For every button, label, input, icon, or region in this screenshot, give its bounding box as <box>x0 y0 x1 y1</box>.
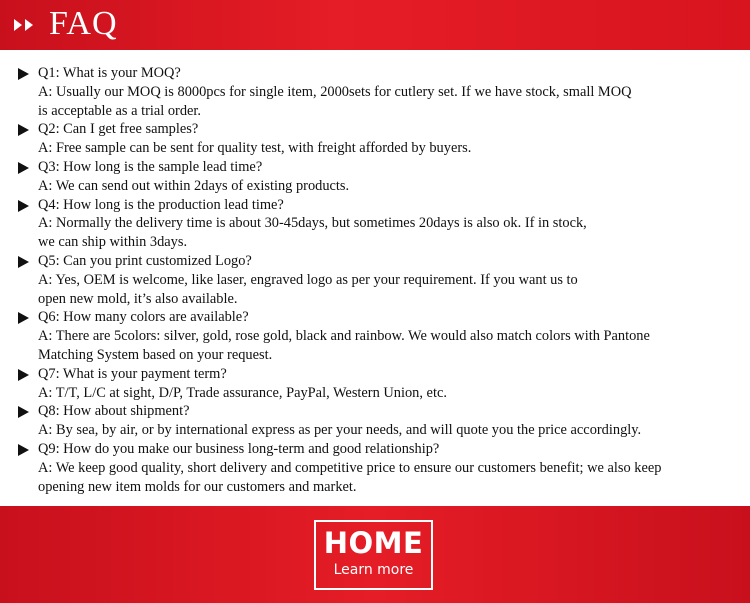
home-button-subtitle: Learn more <box>333 562 414 578</box>
double-triangle-right-icon <box>14 15 36 35</box>
home-button[interactable] <box>314 520 433 590</box>
faq-item-3 <box>18 158 733 196</box>
faq-item-9 <box>18 440 733 496</box>
faq-question: Q9: How do you make our business long-term and good relationship? <box>38 440 440 457</box>
faq-item-1 <box>18 64 733 120</box>
faq-question: Q3: How long is the sample lead time? <box>38 158 263 175</box>
triangle-bullet-icon <box>18 406 29 418</box>
triangle-bullet-icon <box>18 312 29 324</box>
faq-list <box>18 64 733 496</box>
faq-question: Q8: How about shipment? <box>38 403 190 420</box>
faq-question: Q7: What is your payment term? <box>38 365 227 382</box>
triangle-bullet-icon <box>18 200 29 212</box>
faq-answer: A: Normally the delivery time is about 30-45days, but sometimes 20days is also ok. If in stock, we can ship within 3days. <box>38 215 587 251</box>
page-title: FAQ <box>49 5 118 42</box>
faq-item-5 <box>18 252 733 308</box>
footer-banner <box>0 506 750 603</box>
faq-answer: A: Free sample can be sent for quality test, with freight afforded by buyers. <box>38 140 472 157</box>
faq-question: Q4: How long is the production lead time? <box>38 196 284 213</box>
faq-header-banner <box>0 0 750 50</box>
faq-item-4 <box>18 196 733 252</box>
home-button-title: HOME <box>323 526 424 560</box>
triangle-bullet-icon <box>18 369 29 381</box>
faq-question: Q2: Can I get free samples? <box>38 121 199 138</box>
faq-answer: A: Yes, OEM is welcome, like laser, engraved logo as per your requirement. If you want us to open new mold, it’s also available. <box>38 271 578 307</box>
triangle-bullet-icon <box>18 162 29 174</box>
faq-item-6 <box>18 308 733 364</box>
faq-answer: A: Usually our MOQ is 8000pcs for single item, 2000sets for cutlery set. If we have stock, small MOQ is acceptable as a trial order. <box>38 83 632 119</box>
faq-item-8 <box>18 402 733 440</box>
faq-question: Q5: Can you print customized Logo? <box>38 252 252 269</box>
faq-item-2 <box>18 120 733 158</box>
triangle-bullet-icon <box>18 444 29 456</box>
faq-item-7 <box>18 365 733 403</box>
triangle-bullet-icon <box>18 124 29 136</box>
faq-answer: A: There are 5colors: silver, gold, rose gold, black and rainbow. We would also match colors with Pantone Matching System based on your request. <box>38 328 650 363</box>
triangle-bullet-icon <box>18 256 29 268</box>
faq-answer: A: We keep good quality, short delivery and competitive price to ensure our customers benefit; we also keep opening new item molds for our customers and market. <box>38 459 662 495</box>
faq-answer: A: T/T, L/C at sight, D/P, Trade assurance, PayPal, Western Union, etc. <box>38 384 447 401</box>
triangle-bullet-icon <box>18 68 29 80</box>
faq-answer: A: By sea, by air, or by international express as per your needs, and will quote you the price accordingly. <box>38 422 642 439</box>
faq-question: Q1: What is your MOQ? <box>38 65 181 81</box>
faq-answer: A: We can send out within 2days of existing products. <box>38 177 350 194</box>
faq-question: Q6: How many colors are available? <box>38 309 249 326</box>
